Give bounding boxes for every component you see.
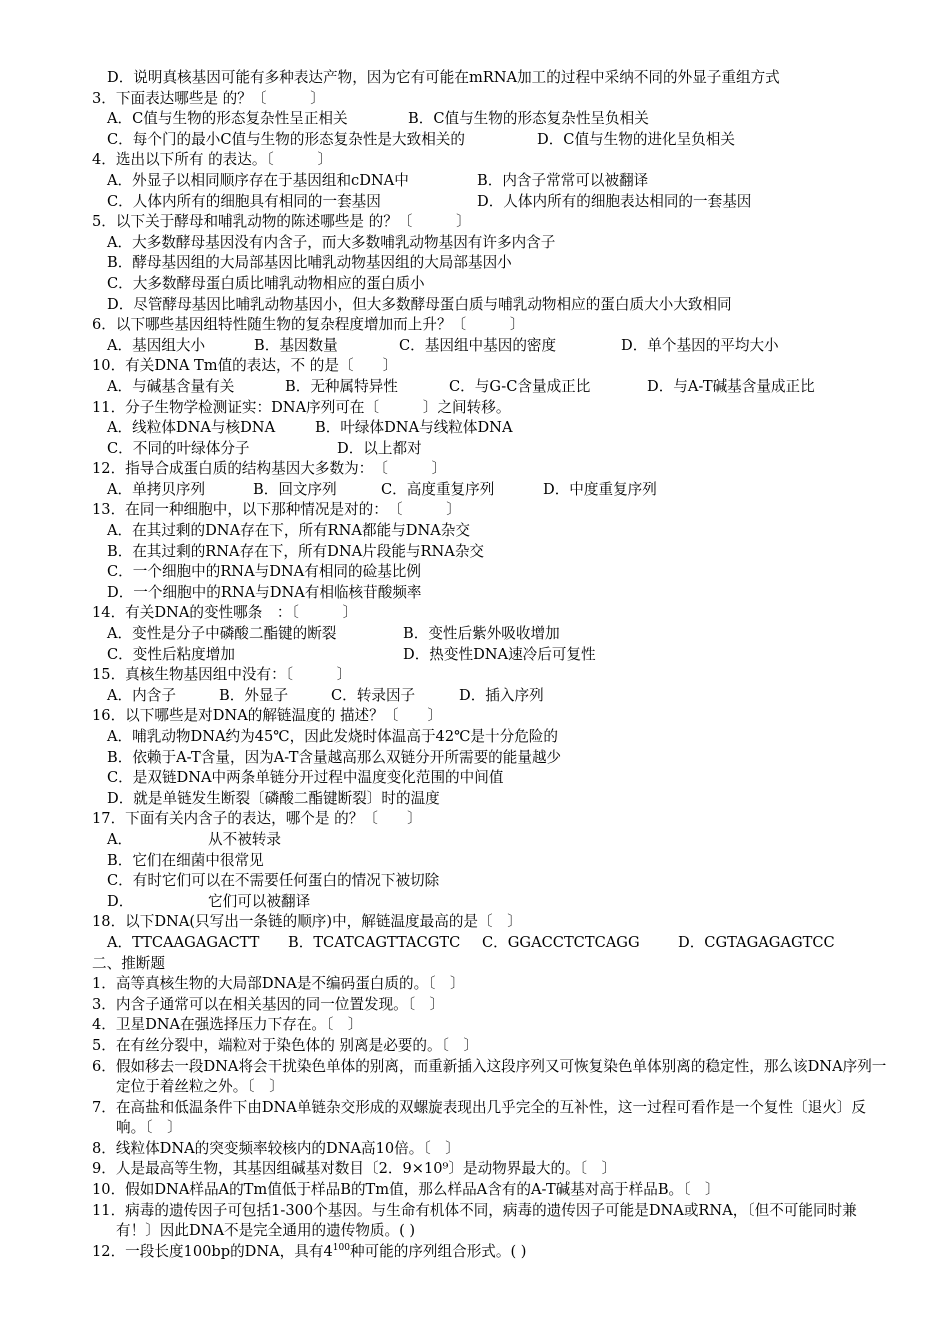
q4-option-c: C．人体内所有的细胞具有相同的一套基因 — [107, 192, 381, 210]
q17-stem: 17．下面有关内含子的表达，哪个是 的？〔 〕 — [92, 810, 422, 828]
q17-option-d — [92, 892, 892, 913]
judge-item-12-text-end: 种可能的序列组合形式。( ) — [349, 1242, 527, 1260]
q10-option-d: D．与A-T碱基含量成正比 — [647, 377, 815, 395]
q6-options — [92, 336, 892, 357]
q4-stem: 4．选出以下所有 的表达。〔 〕 — [92, 151, 333, 169]
q5-option-b: B．酵母基因组的大局部基因比哺乳动物基因组的大局部基因小 — [107, 254, 512, 272]
q14-option-b: B．变性后紫外吸收增加 — [403, 625, 560, 643]
q2-option-d: D．说明真核基因可能有多种表达产物，因为它有可能在mRNA加工的过程中采纳不同的外显子重组方式 — [107, 69, 780, 86]
q18-options — [92, 933, 892, 954]
judge-item-11: 11．病毒的遗传因子可包括1-300个基因。与生命有机体不同，病毒的遗传因子可能是DNA或RNA，〔但不可能同时兼有！〕因此DNA不是完全通用的遗传物质。( ) — [92, 1201, 857, 1240]
judge-item-3: 3．内含子通常可以在相关基因的同一位置发现。〔 〕 — [92, 995, 445, 1013]
judge-item-10: 10．假如DNA样品A的Tm值低于样品B的Tm值，那么样品A含有的A-T碱基对高于样品B。〔 〕 — [92, 1181, 720, 1199]
q11-option-c: C．不同的叶绿体分子 — [107, 439, 250, 457]
judge-item-4: 4．卫星DNA在强选择压力下存在。〔 〕 — [92, 1016, 363, 1034]
q11-options-cd — [92, 439, 892, 460]
q6-stem: 6．以下哪些基因组特性随生物的复杂程度增加而上升？〔 〕 — [92, 316, 525, 334]
q13-option-c: C．一个细胞中的RNA与DNA有相同的硷基比例 — [107, 563, 421, 581]
q3-option-d: D．C值与生物的进化呈负相关 — [537, 130, 735, 148]
q18-option-c: C．GGACCTCTCAGG — [482, 933, 640, 951]
q10-option-a: A．与碱基含量有关 — [107, 377, 235, 395]
q16-option-b: B．依赖于A-T含量，因为A-T含量越高那么双链分开所需要的能量越少 — [107, 748, 562, 766]
q5-option-c: C．大多数酵母蛋白质比哺乳动物相应的蛋白质小 — [107, 274, 425, 292]
q3-options-cd — [92, 130, 892, 151]
q5-stem: 5．以下关于酵母和哺乳动物的陈述哪些是 的？〔 〕 — [92, 213, 471, 231]
q4-option-b: B．内含子常常可以被翻译 — [477, 171, 649, 189]
judge-item-1: 1．高等真核生物的大局部DNA是不编码蛋白质的。〔 〕 — [92, 975, 465, 993]
q13-option-a: A．在其过剩的DNA存在下，所有RNA都能与DNA杂交 — [107, 522, 470, 540]
section2-title: 二、推断题 — [92, 954, 165, 972]
q15-option-d: D．插入序列 — [459, 686, 544, 704]
q16-option-c: C．是双链DNA中两条单链分开过程中温度变化范围的中间值 — [107, 769, 504, 787]
q10-stem: 10．有关DNA Tm值的表达，不 的是〔 〕 — [92, 357, 398, 375]
q14-options-cd — [92, 645, 892, 666]
q18-option-b: B．TCATCAGTTACGTC — [288, 933, 461, 951]
judge-item-12 — [92, 1242, 892, 1263]
q17-option-d-text: 它们可以被翻译 — [208, 892, 311, 910]
q17-option-c: C．有时它们可以在不需要任何蛋白的情况下被切除 — [107, 872, 440, 890]
q12-option-a: A．单拷贝序列 — [107, 480, 206, 498]
q12-options — [92, 480, 892, 501]
judge-item-12-text: 12．一段长度100bp的DNA，具有4 — [92, 1242, 333, 1260]
judge-item-5: 5．在有丝分裂中，端粒对于染色体的 别离是必要的。〔 〕 — [92, 1036, 479, 1054]
q6-option-a: A．基因组大小 — [107, 336, 206, 354]
q3-option-b: B．C值与生物的形态复杂性呈负相关 — [408, 110, 649, 128]
q14-options-ab — [92, 624, 892, 645]
q14-option-d: D．热变性DNA速冷后可复性 — [403, 645, 596, 663]
q12-stem: 12．指导合成蛋白质的结构基因大多数为： 〔 〕 — [92, 460, 447, 478]
q13-stem: 13．在同一种细胞中，以下那种情况是对的： 〔 〕 — [92, 501, 461, 519]
q12-option-c: C．高度重复序列 — [381, 480, 495, 498]
q13-option-d: D．一个细胞中的RNA与DNA有相临核苷酸频率 — [107, 583, 422, 601]
q15-option-b: B．外显子 — [219, 686, 289, 704]
q11-stem: 11．分子生物学检测证实：DNA序列可在〔 〕之间转移。 — [92, 398, 511, 416]
q15-option-a: A．内含子 — [107, 686, 176, 704]
judge-item-6: 6．假如移去一段DNA将会干扰染色单体的别离，而重新插入这段序列又可恢复染色单体别离的稳定性，那么该DNA序列一定位于着丝粒之外。〔 〕 — [92, 1057, 887, 1096]
judge-item-8: 8．线粒体DNA的突变频率较核内的DNA高10倍。〔 〕 — [92, 1139, 460, 1157]
q12-option-d: D．中度重复序列 — [543, 480, 657, 498]
q6-option-d: D．单个基因的平均大小 — [621, 336, 779, 354]
q6-option-b: B．基因数量 — [254, 336, 338, 354]
q3-options-ab — [92, 109, 892, 130]
q18-option-d: D．CGTAGAGAGTCC — [678, 933, 835, 951]
q11-option-b: B．叶绿体DNA与线粒体DNA — [315, 419, 513, 437]
q17-option-a-label: A． — [107, 830, 133, 848]
q6-option-c: C．基因组中基因的密度 — [399, 336, 557, 354]
exam-content — [92, 68, 892, 1262]
q17-option-b: B．它们在细菌中很常见 — [107, 851, 264, 869]
q3-stem: 3．下面表达哪些是 的？〔 〕 — [92, 89, 325, 107]
q15-options — [92, 686, 892, 707]
q14-stem: 14．有关DNA的变性哪条 ：〔 〕 — [92, 604, 358, 622]
q5-option-a: A．大多数酵母基因没有内含子，而大多数哺乳动物基因有许多内含子 — [107, 233, 556, 251]
q3-option-a: A．C值与生物的形态复杂性呈正相关 — [107, 110, 348, 128]
q4-options-ab — [92, 171, 892, 192]
q17-option-d-label: D． — [107, 892, 134, 910]
q11-option-a: A．线粒体DNA与核DNA — [107, 419, 276, 437]
q12-option-b: B．回文序列 — [253, 480, 337, 498]
q10-option-c: C．与G-C含量成正比 — [449, 377, 591, 395]
q13-option-b: B．在其过剩的RNA存在下，所有DNA片段能与RNA杂交 — [107, 542, 485, 560]
q4-options-cd — [92, 192, 892, 213]
q16-stem: 16．以下哪些是对DNA的解链温度的 描述？〔 〕 — [92, 707, 443, 725]
q11-options-ab — [92, 418, 892, 439]
q18-option-a: A．TTCAAGAGACTT — [107, 933, 260, 951]
q15-stem: 15．真核生物基因组中没有：〔 〕 — [92, 666, 352, 684]
judge-item-9: 9．人是最高等生物，其基因组碱基对数目〔2．9×10⁹〕是动物界最大的。〔 〕 — [92, 1160, 617, 1178]
q11-option-d: D．以上都对 — [337, 439, 422, 457]
q10-option-b: B．无种属特异性 — [285, 377, 398, 395]
q3-option-c: C．每个门的最小C值与生物的形态复杂性是大致相关的 — [107, 130, 465, 148]
q10-options — [92, 377, 892, 398]
q5-option-d: D．尽管酵母基因比哺乳动物基因小，但大多数酵母蛋白质与哺乳动物相应的蛋白质大小大致相同 — [107, 295, 732, 313]
q16-option-a: A．哺乳动物DNA约为45℃，因此发烧时体温高于42℃是十分危险的 — [107, 728, 558, 745]
q16-option-d: D．就是单链发生断裂〔磷酸二酯键断裂〕时的温度 — [107, 789, 440, 807]
q4-option-d: D．人体内所有的细胞表达相同的一套基因 — [477, 192, 752, 210]
judge-item-12-exponent: 100 — [332, 1242, 350, 1253]
q17-option-a — [92, 830, 892, 851]
q18-stem: 18．以下DNA(只写出一条链的顺序)中，解链温度最高的是〔 〕 — [92, 913, 522, 931]
q4-option-a: A．外显子以相同顺序存在于基因组和cDNA中 — [107, 171, 409, 189]
judge-item-7: 7．在高盐和低温条件下由DNA单链杂交形成的双螺旋表现出几乎完全的互补性，这一过程可看作是一个复性〔退火〕反响。〔 〕 — [92, 1098, 866, 1137]
q14-option-c: C．变性后粘度增加 — [107, 645, 235, 663]
q14-option-a: A．变性是分子中磷酸二酯键的断裂 — [107, 625, 337, 643]
q17-option-a-text: 从不被转录 — [208, 830, 281, 848]
q15-option-c: C．转录因子 — [331, 686, 416, 704]
